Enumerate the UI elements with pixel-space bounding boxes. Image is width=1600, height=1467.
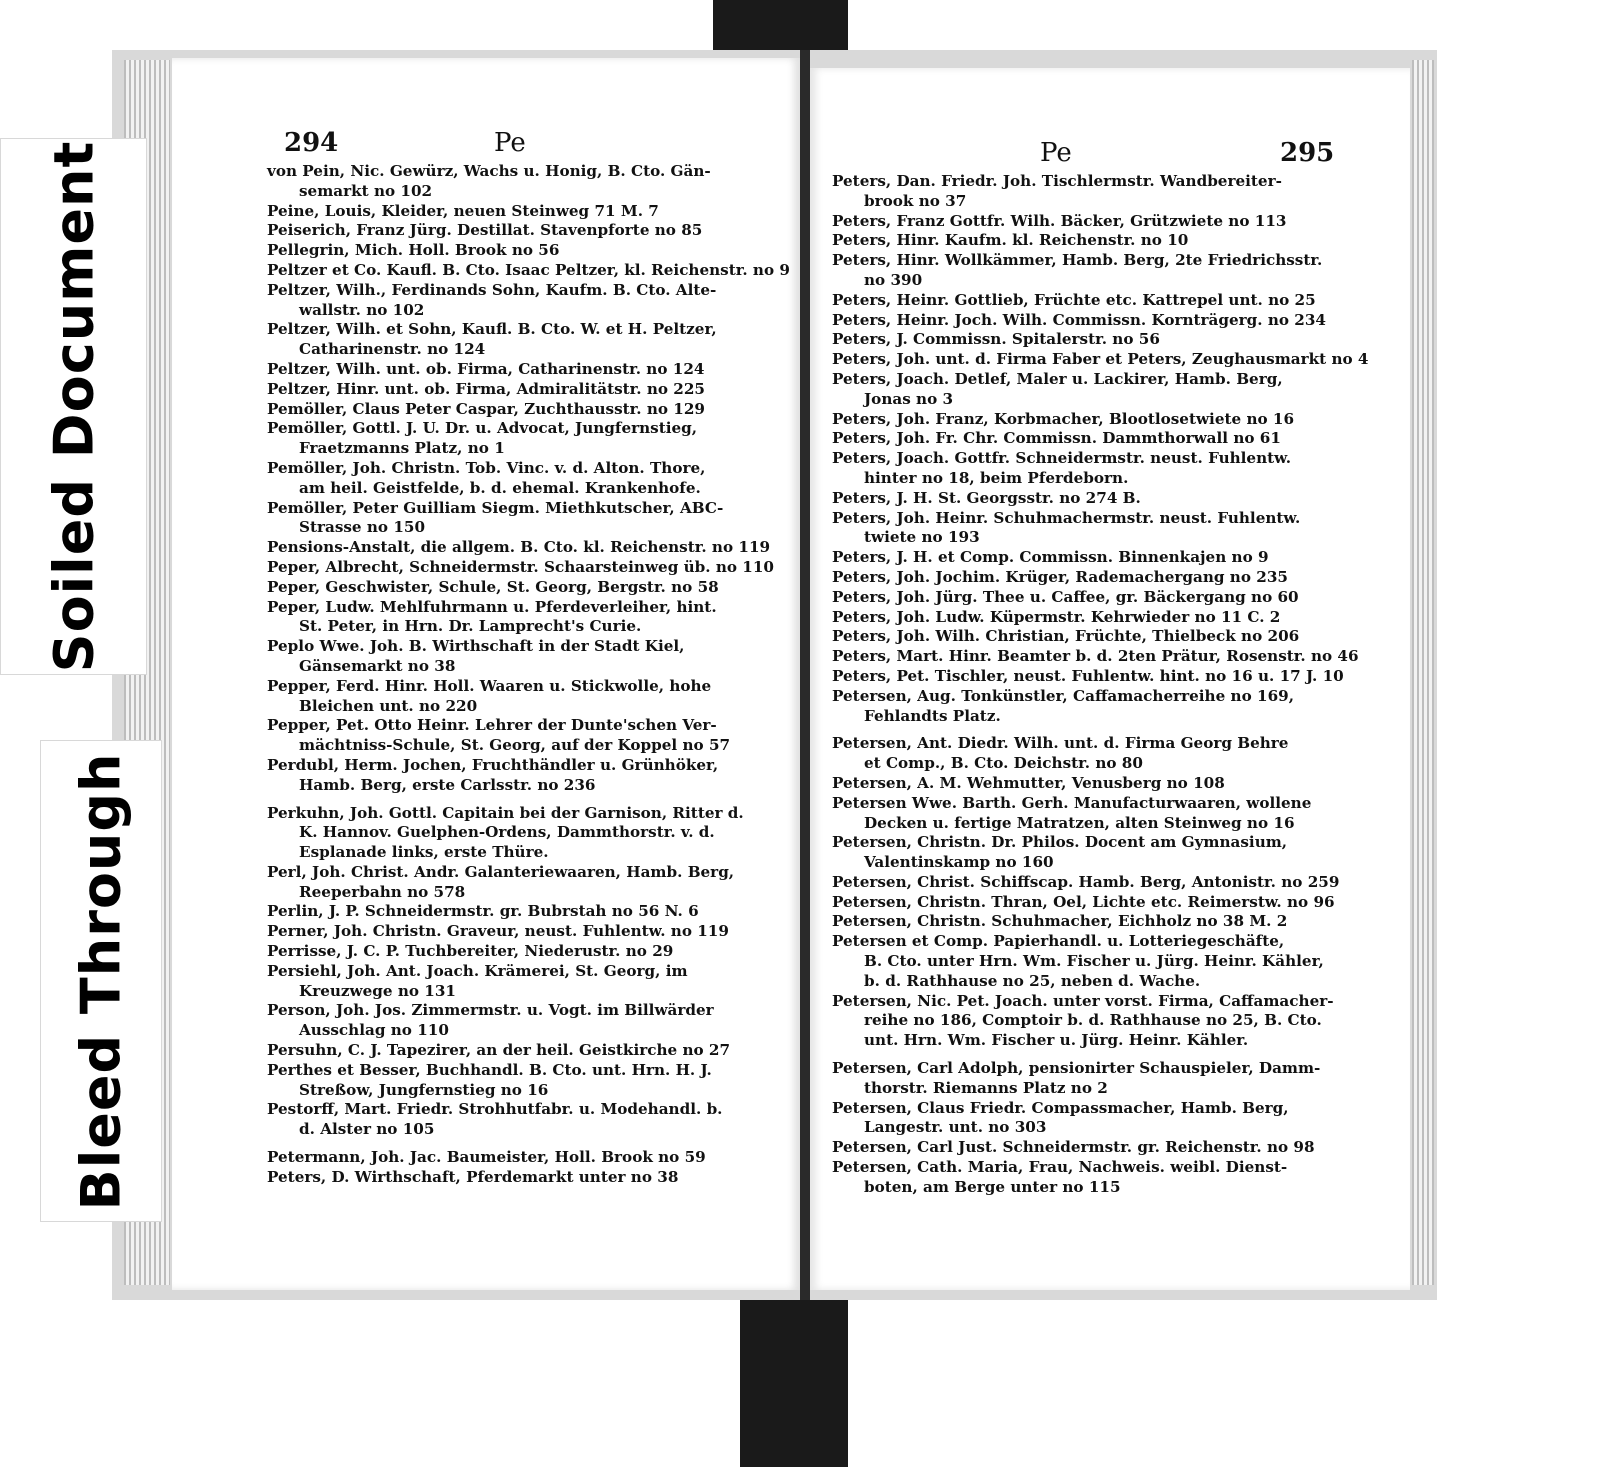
directory-entry-continuation: mächtniss-Schule, St. Georg, auf der Koppel no 57 <box>299 736 731 755</box>
directory-entry-continuation: Valentinskamp no 160 <box>864 853 1054 872</box>
directory-entry: Peters, Heinr. Gottlieb, Früchte etc. Kattrepel unt. no 25 <box>832 290 1316 309</box>
directory-entry-continuation: Strasse no 150 <box>299 518 426 537</box>
directory-entry-continuation: b. d. Rathhause no 25, neben d. Wache. <box>864 971 1201 990</box>
directory-entry: Peters, Joh. unt. d. Firma Faber et Peters, Zeughausmarkt no 4 <box>832 350 1369 369</box>
running-head-left: Pe <box>494 128 526 158</box>
directory-entry-continuation: d. Alster no 105 <box>299 1120 435 1139</box>
directory-entry-continuation: twiete no 193 <box>864 528 980 547</box>
directory-entry: Perlin, J. P. Schneidermstr. gr. Bubrstah no 56 N. 6 <box>267 902 699 921</box>
directory-entry: Pellegrin, Mich. Holl. Brook no 56 <box>267 241 560 260</box>
directory-entry: Peters, Joh. Heinr. Schuhmachermstr. neust. Fuhlentw. <box>832 508 1301 527</box>
directory-entry: Peters, J. H. et Comp. Commissn. Binnenkajen no 9 <box>832 548 1269 567</box>
directory-entry: Peiserich, Franz Jürg. Destillat. Stavenpforte no 85 <box>267 221 703 240</box>
bleed-through-label <box>40 740 162 1222</box>
directory-entry-continuation: semarkt no 102 <box>299 181 433 200</box>
directory-entry: Petersen, Christ. Schiffscap. Hamb. Berg, Antonistr. no 259 <box>832 872 1340 891</box>
directory-entry-continuation: Jonas no 3 <box>864 389 954 408</box>
directory-entry: Petersen, Christn. Schuhmacher, Eichholz no 38 M. 2 <box>832 912 1288 931</box>
directory-entry: Petersen, Christn. Dr. Philos. Docent am Gymnasium, <box>832 833 1288 852</box>
directory-entry: Peters, Joh. Franz, Korbmacher, Blootlosetwiete no 16 <box>832 409 1295 428</box>
directory-entry: Peters, Joach. Detlef, Maler u. Lackirer, Hamb. Berg, <box>832 369 1283 388</box>
directory-entry-continuation: Decken u. fertige Matratzen, alten Steinweg no 16 <box>864 813 1295 832</box>
directory-entry: Peters, Joh. Jochim. Krüger, Rademachergang no 235 <box>832 567 1288 586</box>
directory-entry: Pestorff, Mart. Friedr. Strohhutfabr. u. Modehandl. b. <box>267 1100 723 1119</box>
directory-entry: Peters, Pet. Tischler, neust. Fuhlentw. hint. no 16 u. 17 J. 10 <box>832 666 1344 685</box>
directory-entry: Petersen, Claus Friedr. Compassmacher, Hamb. Berg, <box>832 1098 1289 1117</box>
directory-entry: Peine, Louis, Kleider, neuen Steinweg 71 M. 7 <box>267 201 659 220</box>
left-page <box>172 58 800 1290</box>
page-edges-right <box>1412 60 1434 1285</box>
directory-entry: Petersen, Aug. Tonkünstler, Caffamacherreihe no 169, <box>832 686 1294 705</box>
directory-entry: Peltzer, Wilh. unt. ob. Firma, Catharinenstr. no 124 <box>267 359 705 378</box>
directory-entry: Peters, Heinr. Joch. Wilh. Commissn. Kornträgerg. no 234 <box>832 310 1326 329</box>
directory-entry-continuation: wallstr. no 102 <box>299 300 425 319</box>
directory-entry-continuation: Esplanade links, erste Thüre. <box>299 843 549 862</box>
directory-entry-continuation: Streßow, Jungfernstieg no 16 <box>299 1080 549 1099</box>
directory-entry-continuation: Ausschlag no 110 <box>299 1021 449 1040</box>
directory-entry-continuation: Catharinenstr. no 124 <box>299 340 486 359</box>
directory-entry-continuation: Hamb. Berg, erste Carlsstr. no 236 <box>299 775 596 794</box>
directory-entry: Petersen, Carl Adolph, pensionirter Schauspieler, Damm- <box>832 1059 1321 1078</box>
directory-entry: Peper, Albrecht, Schneidermstr. Schaarsteinweg üb. no 110 <box>267 557 774 576</box>
directory-entry: Peltzer et Co. Kaufl. B. Cto. Isaac Peltzer, kl. Reichenstr. no 9 <box>267 260 790 279</box>
directory-entry: Petersen, Christn. Thran, Oel, Lichte etc. Reimerstw. no 96 <box>832 892 1335 911</box>
page-number-right: 295 <box>1280 138 1335 168</box>
directory-entry: Peters, Joh. Fr. Chr. Commissn. Dammthorwall no 61 <box>832 429 1281 448</box>
directory-entry: Pemöller, Peter Guilliam Siegm. Miethkutscher, ABC- <box>267 498 724 517</box>
directory-entry: Peters, Hinr. Wollkämmer, Hamb. Berg, 2te Friedrichsstr. <box>832 251 1323 270</box>
left-entry-list <box>267 162 790 1188</box>
directory-entry: Person, Joh. Jos. Zimmermstr. u. Vogt. im Billwärder <box>267 1001 714 1020</box>
directory-entry: Peltzer, Hinr. unt. ob. Firma, Admiralitätstr. no 225 <box>267 379 706 398</box>
directory-entry: Perl, Joh. Christ. Andr. Galanteriewaaren, Hamb. Berg, <box>267 862 735 881</box>
binding-strip-bottom <box>740 1296 848 1467</box>
bleed-through-text: Bleed Through <box>69 752 133 1210</box>
directory-entry-continuation: et Comp., B. Cto. Deichstr. no 80 <box>864 754 1143 773</box>
open-book <box>112 50 1437 1300</box>
right-entry-list <box>832 172 1392 1198</box>
directory-entry: Petersen et Comp. Papierhandl. u. Lotteriegeschäfte, <box>832 932 1285 951</box>
directory-entry: Petermann, Joh. Jac. Baumeister, Holl. Brook no 59 <box>267 1148 706 1167</box>
directory-entry: Peters, Joh. Wilh. Christian, Früchte, Thielbeck no 206 <box>832 627 1300 646</box>
directory-entry: Peters, J. Commissn. Spitalerstr. no 56 <box>832 330 1160 349</box>
directory-entry-continuation: thorstr. Riemanns Platz no 2 <box>864 1078 1108 1097</box>
directory-entry-continuation: brook no 37 <box>864 191 967 210</box>
directory-entry-continuation: reihe no 186, Comptoir b. d. Rathhause no 25, B. Cto. <box>864 1011 1322 1030</box>
directory-entry: Peltzer, Wilh., Ferdinands Sohn, Kaufm. B. Cto. Alte- <box>267 280 717 299</box>
directory-entry: von Pein, Nic. Gewürz, Wachs u. Honig, B. Cto. Gän- <box>267 162 711 180</box>
directory-entry: Pemöller, Gottl. J. U. Dr. u. Advocat, Jungfernstieg, <box>267 419 698 438</box>
directory-entry: Petersen, A. M. Wehmutter, Venusberg no 108 <box>832 773 1225 792</box>
directory-entry: Perner, Joh. Christn. Graveur, neust. Fuhlentw. no 119 <box>267 922 729 941</box>
directory-entry: Peters, Joach. Gottfr. Schneidermstr. neust. Fuhlentw. <box>832 449 1291 468</box>
directory-entry: Pepper, Pet. Otto Heinr. Lehrer der Dunte'schen Ver- <box>267 716 717 735</box>
directory-entry-continuation: am heil. Geistfelde, b. d. ehemal. Krankenhofe. <box>299 478 701 497</box>
soiled-document-label <box>0 138 147 675</box>
directory-entry: Petersen Wwe. Barth. Gerh. Manufacturwaaren, wollene <box>832 793 1312 812</box>
directory-entry-continuation: Reeperbahn no 578 <box>299 882 466 901</box>
directory-entry-continuation: B. Cto. unter Hrn. Wm. Fischer u. Jürg. Heinr. Kähler, <box>864 952 1324 971</box>
directory-entry: Petersen, Ant. Diedr. Wilh. unt. d. Firma Georg Behre <box>832 734 1289 753</box>
directory-entry-continuation: unt. Hrn. Wm. Fischer u. Jürg. Heinr. Kähler. <box>864 1031 1249 1050</box>
directory-entry: Perrisse, J. C. P. Tuchbereiter, Niederustr. no 29 <box>267 942 674 961</box>
directory-entry: Pemöller, Joh. Christn. Tob. Vinc. v. d. Alton. Thore, <box>267 458 706 477</box>
directory-entry: Petersen, Carl Just. Schneidermstr. gr. Reichenstr. no 98 <box>832 1138 1315 1157</box>
directory-entry: Peters, Hinr. Kaufm. kl. Reichenstr. no 10 <box>832 231 1189 250</box>
directory-entry: Persiehl, Joh. Ant. Joach. Krämerei, St. Georg, im <box>267 961 688 980</box>
directory-entry: Perdubl, Herm. Jochen, Fruchthändler u. Grünhöker, <box>267 755 719 774</box>
soiled-document-text: Soiled Document <box>42 140 105 673</box>
directory-entry-continuation: boten, am Berge unter no 115 <box>864 1177 1121 1196</box>
directory-entry: Peters, Franz Gottfr. Wilh. Bäcker, Grützwiete no 113 <box>832 211 1287 230</box>
directory-entry: Peters, Joh. Jürg. Thee u. Caffee, gr. Bäckergang no 60 <box>832 587 1299 606</box>
directory-entry: Peters, Mart. Hinr. Beamter b. d. 2ten Prätur, Rosenstr. no 46 <box>832 647 1359 666</box>
directory-entry-continuation: hinter no 18, beim Pferdeborn. <box>864 468 1129 487</box>
directory-entry: Peters, D. Wirthschaft, Pferdemarkt unter no 38 <box>267 1167 679 1186</box>
running-head-right: Pe <box>1040 138 1072 168</box>
page-number-left: 294 <box>284 128 339 158</box>
directory-entry: Perthes et Besser, Buchhandl. B. Cto. unt. Hrn. H. J. <box>267 1060 712 1079</box>
right-page <box>810 68 1410 1290</box>
directory-entry-continuation: no 390 <box>864 270 923 289</box>
directory-entry-continuation: Kreuzwege no 131 <box>299 981 456 1000</box>
book-gutter <box>800 50 810 1300</box>
directory-entry-continuation: Langestr. unt. no 303 <box>864 1118 1047 1137</box>
directory-entry-continuation: Gänsemarkt no 38 <box>299 656 456 675</box>
directory-entry: Peper, Geschwister, Schule, St. Georg, Bergstr. no 58 <box>267 577 719 596</box>
directory-entry: Petersen, Cath. Maria, Frau, Nachweis. weibl. Dienst- <box>832 1158 1288 1177</box>
directory-entry: Pepper, Ferd. Hinr. Holl. Waaren u. Stickwolle, hohe <box>267 676 712 695</box>
directory-entry-continuation: K. Hannov. Guelphen-Ordens, Dammthorstr. v. d. <box>299 823 715 842</box>
directory-entry: Peters, Joh. Ludw. Küpermstr. Kehrwieder no 11 C. 2 <box>832 607 1281 626</box>
directory-entry: Petersen, Nic. Pet. Joach. unter vorst. Firma, Caffamacher- <box>832 991 1334 1010</box>
directory-entry: Peper, Ludw. Mehlfuhrmann u. Pferdeverleiher, hint. <box>267 597 717 616</box>
directory-entry-continuation: St. Peter, in Hrn. Dr. Lamprecht's Curie. <box>299 617 642 636</box>
directory-entry: Peters, J. H. St. Georgsstr. no 274 B. <box>832 488 1141 507</box>
directory-entry: Persuhn, C. J. Tapezirer, an der heil. Geistkirche no 27 <box>267 1041 731 1060</box>
directory-entry-continuation: Fraetzmanns Platz, no 1 <box>299 439 505 458</box>
directory-entry: Peters, Dan. Friedr. Joh. Tischlermstr. Wandbereiter- <box>832 172 1282 190</box>
directory-entry: Perkuhn, Joh. Gottl. Capitain bei der Garnison, Ritter d. <box>267 803 744 822</box>
directory-entry: Pemöller, Claus Peter Caspar, Zuchthausstr. no 129 <box>267 399 705 418</box>
directory-entry: Peltzer, Wilh. et Sohn, Kaufl. B. Cto. W. et H. Peltzer, <box>267 320 717 339</box>
directory-entry: Pensions-Anstalt, die allgem. B. Cto. kl. Reichenstr. no 119 <box>267 538 771 557</box>
directory-entry-continuation: Fehlandts Platz. <box>864 706 1001 725</box>
directory-entry-continuation: Bleichen unt. no 220 <box>299 696 478 715</box>
directory-entry: Peplo Wwe. Joh. B. Wirthschaft in der Stadt Kiel, <box>267 637 685 656</box>
